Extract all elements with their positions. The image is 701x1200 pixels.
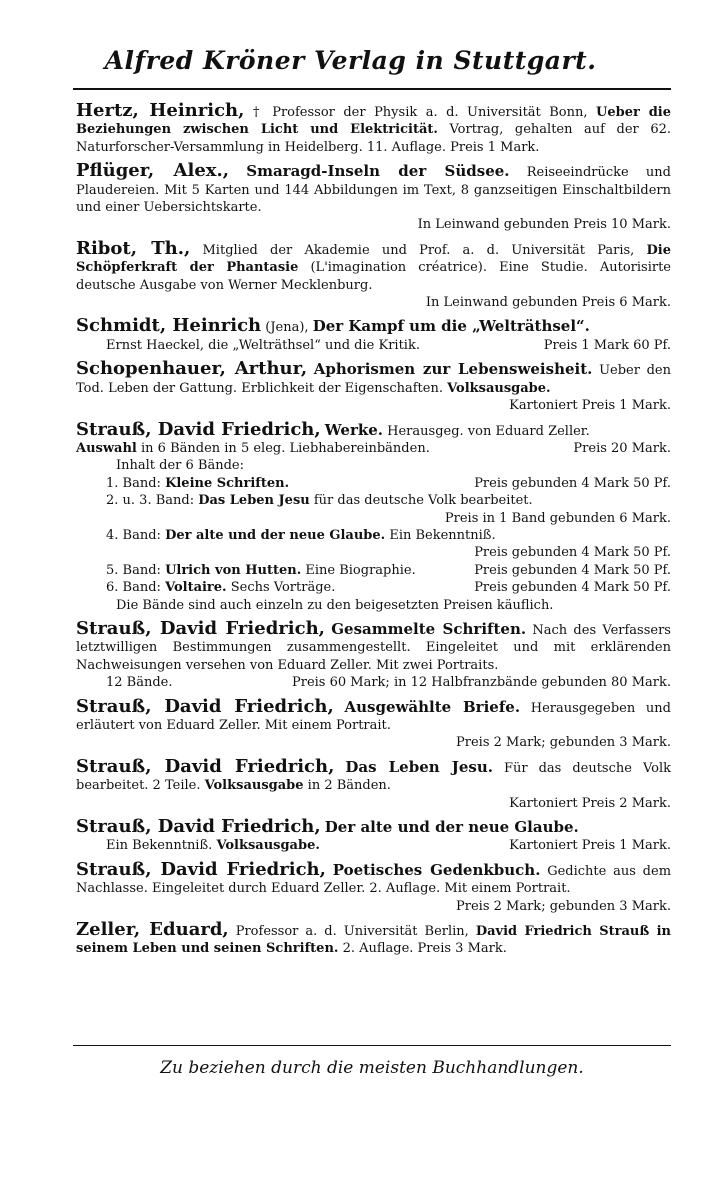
entry-description: Nach des Verfassers letztwilligen Bestimmungen zusammengestellt. Eingeleitet und mit erklärenden Nachweisungen versehen von Eduard Zeller. Mit zwei Portraits. [76,622,671,673]
entry-title: Das Leben Jesu. [345,757,493,776]
entry-edition: Volksausgabe [204,778,304,794]
entry-title: Smaragd-Inseln der Südsee. [246,162,510,181]
entry-author: Strauß, David Friedrich, [76,617,325,639]
volume-number: 4. Band: [106,527,161,543]
entry-price: Kartoniert Preis 1 Mark. [509,398,671,414]
entry-title: Werke. [324,420,384,439]
volume-title: Das Leben Jesu [198,493,310,509]
volume-number: 5. Band: [106,562,161,578]
entry-schopenhauer [76,360,671,414]
entry-description: Gedichte aus dem Nachlasse. Eingeleitet durch Eduard Zeller. 2. Auflage. Mit einem Portrait. [76,863,672,897]
entry-description: (L'imagination créatrice). Eine Studie. Autorisirte deutsche Ausgabe von Werner Mecklenburg. [76,260,671,293]
entry-title: Gesammelte Schriften. [331,619,527,638]
bottom-rule [73,1045,671,1046]
entry-title: David Friedrich Strauß in seinem Leben und seinen Schriften. [76,924,671,957]
entry-ribot [76,237,671,312]
entry-title: Der alte und der neue Glaube. [324,818,579,837]
entry-description: Herausgegeben und erläutert von Eduard Zeller. Mit einem Portrait. [76,700,671,733]
entry-author-note: Mitglied der Akademie und Prof. a. d. Universität Paris, [202,242,635,258]
entry-volumes: in 2 Bänden. [307,778,391,794]
entry-description: Reiseeindrücke und Plaudereien. Mit 5 Karten und 144 Abbildungen im Text, 8 ganzseitigen Einschaltbildern und einer Uebersichtskarte. [76,165,671,216]
volume-line [76,579,671,596]
entry-title: Die Schöpferkraft der Phantasie [76,242,671,276]
entry-author: Pflüger, Alex., [76,160,230,182]
top-rule [73,88,671,90]
entry-price: Kartoniert Preis 1 Mark. [509,838,671,854]
entry-title: Poetisches Gedenkbuch. [332,860,541,879]
entry-price: Preis 20 Mark. [573,440,671,456]
entry-note: Die Bände sind auch einzeln zu den beigesetzten Preisen käuflich. [116,597,554,613]
entry-price: Kartoniert Preis 2 Mark. [509,795,671,811]
entry-volumes: 12 Bände. [106,675,173,691]
entry-author-note: † Professor der Physik a. d. Universität Bonn, [252,105,588,120]
entry-author: Schopenhauer, Arthur, [76,358,308,380]
entry-description: in 6 Bänden in 5 eleg. Liebhabereinbänden. [141,440,430,456]
volume-description: für das deutsche Volk bearbeitet. [313,493,533,509]
entry-author: Hertz, Heinrich, [76,100,245,121]
page-footer: Zu beziehen durch die meisten Buchhandlungen. [160,1058,584,1078]
entry-author: Strauß, David Friedrich, [76,695,334,717]
entry-edition: Volksausgabe. [447,380,551,396]
entry-hertz [76,102,671,156]
volume-price: Preis gebunden 4 Mark 50 Pf. [474,475,671,491]
volume-line [76,562,671,579]
entry-price: Preis 2 Mark; gebunden 3 Mark. [456,735,671,751]
catalog-content [76,102,671,964]
entry-title: Ausgewählte Briefe. [344,697,521,716]
entry-price: Preis 2 Mark; gebunden 3 Mark. [456,898,671,914]
entry-price: Preis 1 Mark 60 Pf. [543,337,671,353]
entry-strauss-glaube [76,818,671,855]
page-title: Alfred Kröner Verlag in Stuttgart. [104,46,597,75]
entry-author: Strauß, David Friedrich, [76,755,335,777]
entry-price: In Leinwand gebunden Preis 6 Mark. [425,295,671,311]
entry-strauss-leben-jesu [76,755,671,812]
entry-title: Aphorismen zur Lebensweisheit. [313,360,593,379]
entry-description: Für das deutsche Volk bearbeitet. 2 Teile. [76,760,671,794]
entry-price: Preis 60 Mark; in 12 Halbfranzbände gebunden 80 Mark. [291,675,671,691]
volume-price: Preis gebunden 4 Mark 50 Pf. [474,545,671,561]
entry-strauss-briefe [76,695,671,752]
entry-zeller [76,921,671,958]
volume-number: 6. Band: [106,580,161,596]
entry-description: Ernst Haeckel, die „Welträthsel“ und die Kritik. [106,337,420,353]
entry-description: Ueber den Tod. Leben der Gattung. Erblichkeit der Eigenschaften. [76,363,671,396]
volume-line [76,475,671,492]
volume-line [76,527,671,544]
entry-author: Strauß, David Friedrich, [76,858,326,880]
entry-description: Vortrag, gehalten auf der 62. Naturforscher-Versammlung in Heidelberg. 11. Auflage. Preis 1 Mark. [76,122,671,155]
volume-description: Sechs Vorträge. [230,580,336,596]
contents-heading: Inhalt der 6 Bände: [116,458,244,474]
entry-author: Zeller, Eduard, [76,919,229,941]
entry-description: Ein Bekenntniß. [106,838,213,854]
entry-author: Ribot, Th., [76,237,191,259]
volume-description: Eine Biographie. [305,562,416,578]
entry-edition: Volksausgabe. [216,838,320,854]
entry-title: Der Kampf um die „Welträthsel“. [312,317,590,336]
volume-description: Ein Bekenntniß. [389,527,496,543]
volume-number: 1. Band: [106,475,161,491]
volume-title: Ulrich von Hutten. [165,562,302,578]
entry-strauss-gedenkbuch [76,858,672,915]
entry-author-note: (Jena), [265,320,309,336]
entry-title: Ueber die Beziehungen zwischen Licht und Elektricität. [76,105,671,138]
volume-price: Preis gebunden 4 Mark 50 Pf. [474,580,671,596]
volume-title: Voltaire. [165,580,227,596]
entry-edition: Auswahl [76,440,137,456]
entry-pflueger [76,162,671,234]
entry-strauss-schriften [76,617,671,692]
entry-author: Schmidt, Heinrich [76,315,262,337]
volume-number: 2. u. 3. Band: [106,493,195,509]
entry-author: Strauß, David Friedrich, [76,418,321,440]
volume-line [76,492,671,509]
volume-title: Kleine Schriften. [165,475,290,491]
entry-author: Strauß, David Friedrich, [76,816,321,838]
volume-price: Preis in 1 Band gebunden 6 Mark. [444,510,671,526]
entry-schmidt [76,317,671,354]
entry-price: In Leinwand gebunden Preis 10 Mark. [417,217,671,233]
entry-editor: Herausgeg. von Eduard Zeller. [387,423,590,439]
entry-strauss-werke [76,418,671,614]
entry-description: 2. Auflage. Preis 3 Mark. [342,941,507,957]
volume-title: Der alte und der neue Glaube. [165,527,386,543]
entry-author-note: Professor a. d. Universität Berlin, [235,924,469,940]
volume-price: Preis gebunden 4 Mark 50 Pf. [474,562,671,578]
